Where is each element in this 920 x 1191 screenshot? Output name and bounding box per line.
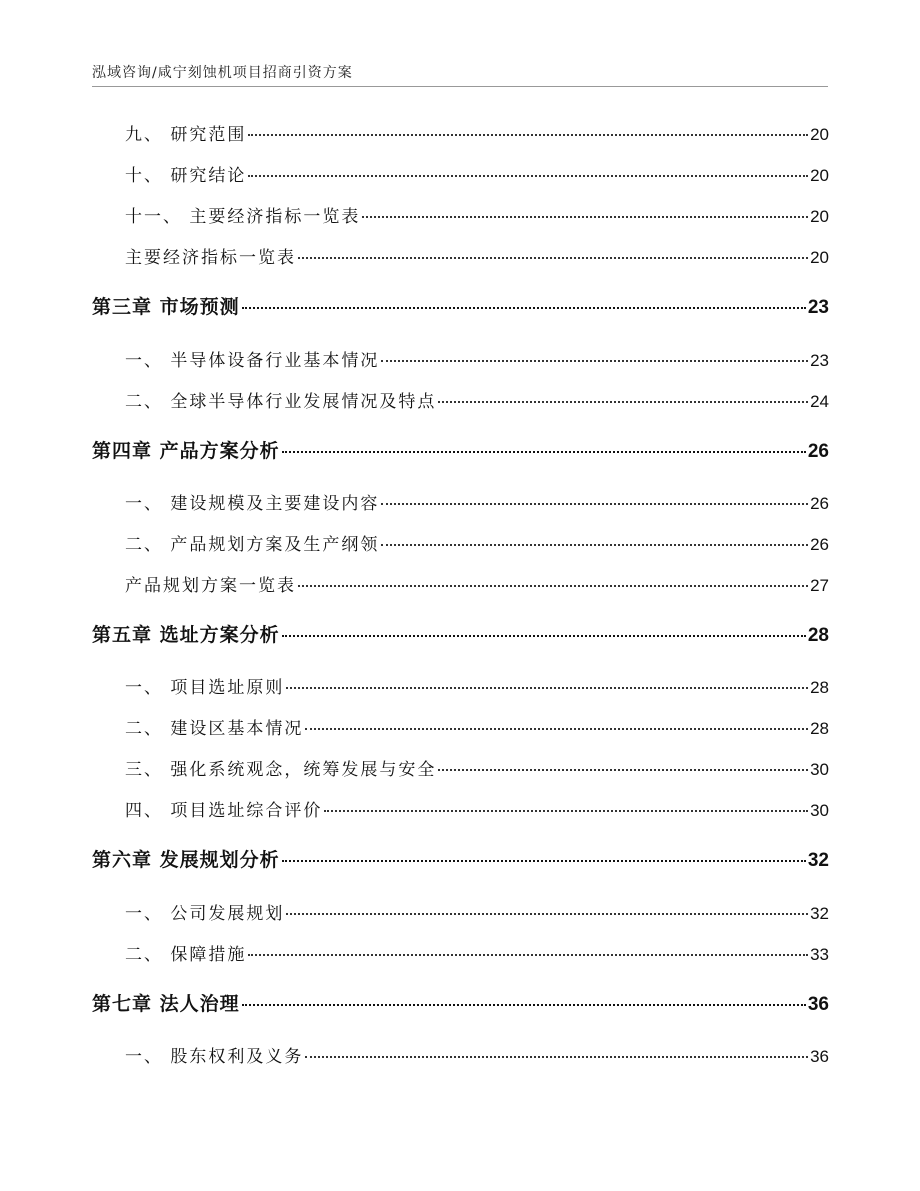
toc-dot-leader bbox=[242, 307, 806, 309]
toc-chapter-entry[interactable] bbox=[0, 620, 920, 650]
toc-dot-leader bbox=[282, 860, 806, 862]
toc-dot-leader bbox=[305, 728, 808, 730]
toc-section-entry[interactable] bbox=[0, 161, 920, 187]
toc-section-entry[interactable] bbox=[0, 571, 920, 597]
toc-entry-number: 十一、 bbox=[125, 207, 190, 227]
toc-entry-title: 第五章 选址方案分析 bbox=[92, 624, 280, 646]
toc-page-number: 28 bbox=[810, 719, 829, 738]
toc-dot-leader bbox=[248, 954, 808, 956]
toc-page-number: 24 bbox=[810, 392, 829, 411]
toc-page-number: 20 bbox=[810, 166, 829, 185]
toc-chapter-entry[interactable] bbox=[0, 989, 920, 1019]
toc-dot-leader bbox=[248, 134, 808, 136]
toc-dot-leader bbox=[362, 216, 808, 218]
header-rule bbox=[92, 86, 828, 87]
toc-dot-leader bbox=[305, 1056, 808, 1058]
toc-dot-leader bbox=[282, 635, 806, 637]
toc-section-entry[interactable] bbox=[0, 530, 920, 556]
toc-section-entry[interactable] bbox=[0, 120, 920, 146]
toc-entry-number: 一、 bbox=[125, 1047, 171, 1067]
toc-section-entry[interactable] bbox=[0, 755, 920, 781]
toc-entry-number: 一、 bbox=[125, 678, 171, 698]
toc-entry-number: 九、 bbox=[125, 125, 171, 145]
toc-page-number: 30 bbox=[810, 801, 829, 820]
toc-section-entry[interactable] bbox=[0, 489, 920, 515]
toc-entry-title: 强化系统观念，统筹发展与安全 bbox=[170, 760, 437, 780]
toc-dot-leader bbox=[324, 810, 808, 812]
toc-entry-title: 产品规划方案及生产纲领 bbox=[170, 535, 380, 555]
toc-dot-leader bbox=[298, 585, 808, 587]
toc-dot-leader bbox=[282, 451, 806, 453]
toc-entry-title: 建设区基本情况 bbox=[170, 719, 304, 739]
toc-page-number: 27 bbox=[810, 576, 829, 595]
toc-section-entry[interactable] bbox=[0, 387, 920, 413]
toc-dot-leader bbox=[298, 257, 808, 259]
toc-entry-title: 第三章 市场预测 bbox=[92, 296, 240, 318]
toc-entry-title: 半导体设备行业基本情况 bbox=[170, 351, 380, 371]
toc-entry-number: 十、 bbox=[125, 166, 171, 186]
toc-dot-leader bbox=[248, 175, 808, 177]
toc-dot-leader bbox=[242, 1004, 806, 1006]
toc-entry-number: 一、 bbox=[125, 351, 171, 371]
toc-section-entry[interactable] bbox=[0, 243, 920, 269]
toc-page-number: 32 bbox=[810, 904, 829, 923]
toc-page-number: 26 bbox=[810, 494, 829, 513]
toc-dot-leader bbox=[438, 401, 808, 403]
toc-entry-title: 研究结论 bbox=[170, 166, 247, 186]
toc-entry-title: 全球半导体行业发展情况及特点 bbox=[170, 392, 437, 412]
toc-section-entry[interactable] bbox=[0, 899, 920, 925]
toc-dot-leader bbox=[286, 913, 808, 915]
toc-page-number: 20 bbox=[810, 125, 829, 144]
page-header: 泓域咨询/咸宁刻蚀机项目招商引资方案 bbox=[92, 65, 353, 81]
toc-entry-title: 第六章 发展规划分析 bbox=[92, 849, 280, 871]
toc-entry-title: 主要经济指标一览表 bbox=[125, 248, 296, 268]
toc-chapter-entry[interactable] bbox=[0, 436, 920, 466]
toc-page-number: 26 bbox=[807, 441, 829, 462]
toc-section-entry[interactable] bbox=[0, 346, 920, 372]
toc-entry-title: 主要经济指标一览表 bbox=[189, 207, 361, 227]
toc-section-entry[interactable] bbox=[0, 1042, 920, 1068]
toc-section-entry[interactable] bbox=[0, 940, 920, 966]
toc-dot-leader bbox=[381, 544, 808, 546]
toc-dot-leader bbox=[286, 687, 808, 689]
toc-entry-number: 四、 bbox=[125, 801, 171, 821]
toc-entry-number: 二、 bbox=[125, 719, 171, 739]
toc-entry-number: 一、 bbox=[125, 494, 171, 514]
toc-page-number: 30 bbox=[810, 760, 829, 779]
toc-section-entry[interactable] bbox=[0, 202, 920, 228]
toc-entry-title: 建设规模及主要建设内容 bbox=[170, 494, 380, 514]
toc-page-number: 28 bbox=[810, 678, 829, 697]
toc-entry-title: 保障措施 bbox=[170, 945, 247, 965]
toc-page-number: 20 bbox=[810, 248, 829, 267]
toc-page-number: 36 bbox=[810, 1047, 829, 1066]
toc-entry-number: 二、 bbox=[125, 535, 171, 555]
toc-page-number: 23 bbox=[807, 297, 829, 318]
toc-dot-leader bbox=[438, 769, 808, 771]
toc-entry-title: 股东权利及义务 bbox=[170, 1047, 304, 1067]
toc-entry-number: 一、 bbox=[125, 904, 171, 924]
toc-entry-number: 二、 bbox=[125, 392, 171, 412]
toc-section-entry[interactable] bbox=[0, 714, 920, 740]
toc-dot-leader bbox=[381, 360, 808, 362]
toc-chapter-entry[interactable] bbox=[0, 845, 920, 875]
toc-entry-title: 项目选址综合评价 bbox=[170, 801, 323, 821]
toc-dot-leader bbox=[381, 503, 808, 505]
toc-page-number: 33 bbox=[810, 945, 829, 964]
toc-page-number: 32 bbox=[807, 850, 829, 871]
toc-page-number: 20 bbox=[810, 207, 829, 226]
toc-entry-title: 第四章 产品方案分析 bbox=[92, 440, 280, 462]
toc-page-number: 23 bbox=[810, 351, 829, 370]
toc-entry-title: 研究范围 bbox=[170, 125, 247, 145]
toc-page-number: 26 bbox=[810, 535, 829, 554]
toc-section-entry[interactable] bbox=[0, 796, 920, 822]
toc-entry-title: 项目选址原则 bbox=[170, 678, 285, 698]
toc-entry-title: 公司发展规划 bbox=[170, 904, 285, 924]
toc-page-number: 36 bbox=[807, 994, 829, 1015]
toc-section-entry[interactable] bbox=[0, 673, 920, 699]
toc-chapter-entry[interactable] bbox=[0, 292, 920, 322]
toc-entry-number: 三、 bbox=[125, 760, 171, 780]
toc-entry-number: 二、 bbox=[125, 945, 171, 965]
toc-entry-title: 第七章 法人治理 bbox=[92, 993, 240, 1015]
toc-page-number: 28 bbox=[807, 625, 829, 646]
toc-entry-title: 产品规划方案一览表 bbox=[125, 576, 296, 596]
